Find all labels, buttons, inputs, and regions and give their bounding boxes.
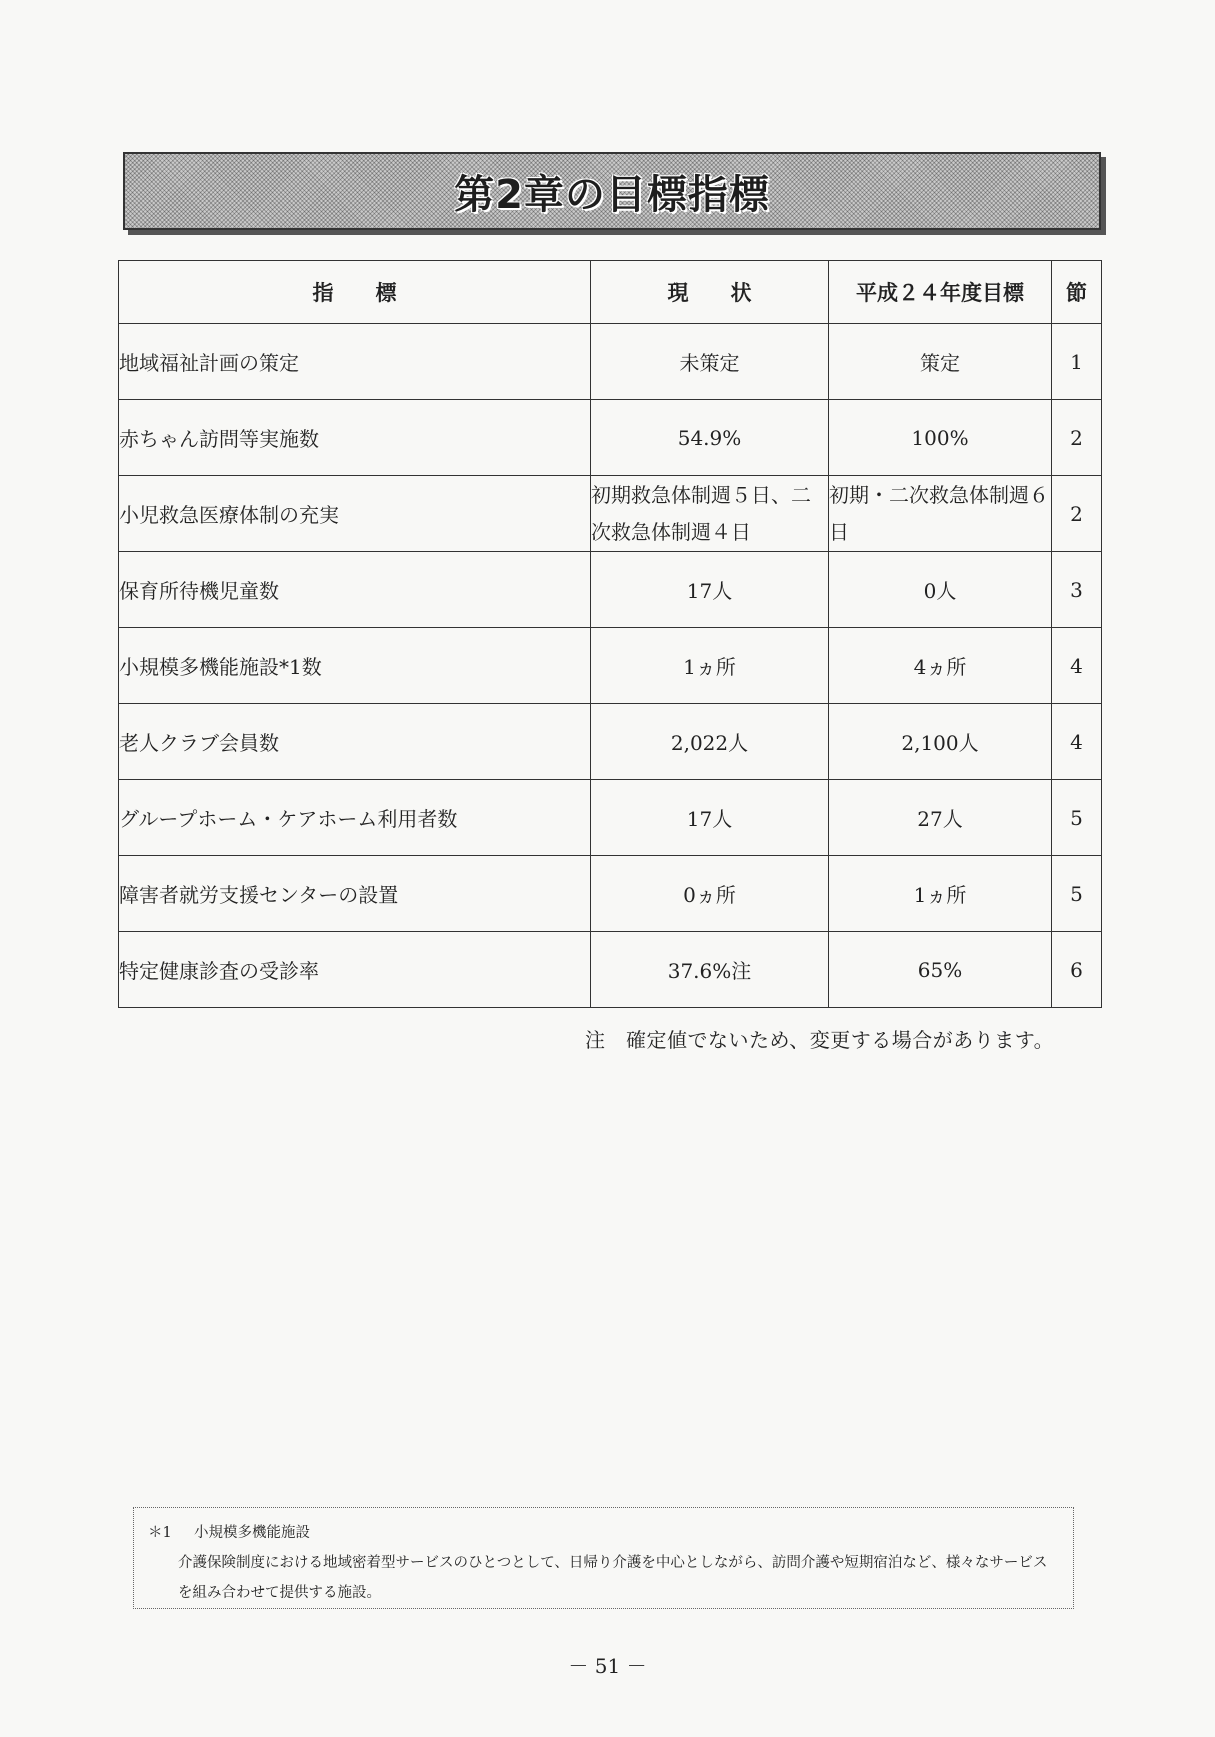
table-row [119,400,1102,476]
table-row [119,856,1102,932]
section-cell: 2 [1052,400,1102,476]
footnote-box [133,1507,1074,1609]
current-cell: 未策定 [591,324,829,400]
table-note: 注 確定値でないため、変更する場合があります。 [585,1028,1055,1052]
section-cell: 1 [1052,324,1102,400]
indicator-cell: 老人クラブ会員数 [119,704,591,780]
indicator-cell: 地域福祉計画の策定 [119,324,591,400]
indicator-cell: 保育所待機児童数 [119,552,591,628]
current-cell: 17人 [591,780,829,856]
table-row [119,780,1102,856]
table-header-row [119,261,1102,324]
target-cell: 1ヵ所 [829,856,1052,932]
header-section: 節 [1052,261,1102,324]
table-row [119,932,1102,1008]
current-cell: 初期救急体制週５日、二次救急体制週４日 [591,476,829,552]
footnote-heading [148,1518,1059,1548]
table-row [119,552,1102,628]
current-cell: 1ヵ所 [591,628,829,704]
target-cell: 策定 [829,324,1052,400]
section-cell: 3 [1052,552,1102,628]
indicator-cell: 小規模多機能施設*1数 [119,628,591,704]
target-cell: 65% [829,932,1052,1008]
current-cell: 17人 [591,552,829,628]
target-cell: 初期・二次救急体制週６日 [829,476,1052,552]
table-row [119,476,1102,552]
current-cell: 2,022人 [591,704,829,780]
section-cell: 5 [1052,856,1102,932]
chapter-title: 第2章の目標指標 [454,171,770,218]
indicator-cell: 障害者就労支援センターの設置 [119,856,591,932]
section-cell: 4 [1052,628,1102,704]
target-cell: 4ヵ所 [829,628,1052,704]
section-cell: 5 [1052,780,1102,856]
header-current: 現 状 [591,261,829,324]
footnote-mark: ＊1 [148,1525,172,1541]
section-cell: 6 [1052,932,1102,1008]
chapter-title-banner [123,152,1101,230]
table-row [119,628,1102,704]
page-number: － 51 － [568,1654,647,1678]
footnote-term: 小規模多機能施設 [194,1525,310,1541]
section-cell: 4 [1052,704,1102,780]
target-cell: 0人 [829,552,1052,628]
target-cell: 100% [829,400,1052,476]
section-cell: 2 [1052,476,1102,552]
indicator-cell: 小児救急医療体制の充実 [119,476,591,552]
current-cell: 37.6%注 [591,932,829,1008]
header-indicator: 指 標 [119,261,591,324]
current-cell: 0ヵ所 [591,856,829,932]
table-row [119,324,1102,400]
target-cell: 27人 [829,780,1052,856]
indicator-cell: 赤ちゃん訪問等実施数 [119,400,591,476]
footnote-text: 介護保険制度における地域密着型サービスのひとつとして、日帰り介護を中心としながら、訪問介護や短期宿泊など、様々なサービスを組み合わせて提供する施設。 [178,1555,1048,1601]
goals-table [118,260,1102,1008]
table-row [119,704,1102,780]
current-cell: 54.9% [591,400,829,476]
target-cell: 2,100人 [829,704,1052,780]
indicator-cell: グループホーム・ケアホーム利用者数 [119,780,591,856]
header-target: 平成２４年度目標 [829,261,1052,324]
indicator-cell: 特定健康診査の受診率 [119,932,591,1008]
